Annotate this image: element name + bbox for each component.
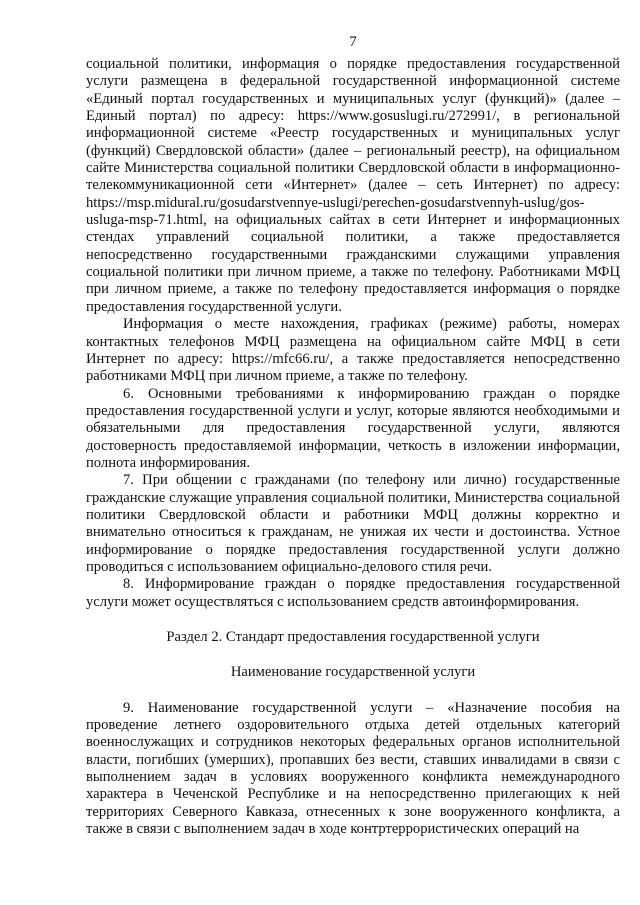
section-heading: Раздел 2. Стандарт предоставления государственной услуги — [166, 629, 540, 645]
paragraph-7: 7. При общении с гражданами (по телефону или лично) государственные гражданские служащие управления социальной политики, Министерства социальной политики Свердловской области и работники МФЦ должны корректно и внимательно относиться к гражданам, не унижая их чести и достоинства. Устное информирование о порядке предоставления государственной услуги должно проводиться с использованием официально-делового стиля речи. — [86, 472, 620, 575]
page-number: 7 — [349, 34, 357, 50]
document-page — [86, 34, 620, 838]
paragraph-9: 9. Наименование государственной услуги – «Назначение пособия на проведение летнего оздоровительного отдыха детей отдельных категорий военнослужащих и сотрудников некоторых федеральных органов исполнительной власти, погибших (умерших), пропавших без вести, ставших инвалидами в связи с выполнением задач в условиях вооруженного конфликта немеждународного характера в Чеченской Республике и на непосредственно прилегающих к ней территориях Северного Кавказа, отнесенных к зоне вооруженного конфликта, а также в связи с выполнением задач в ходе контртеррористических операций на — [86, 699, 620, 838]
paragraph-6: 6. Основными требованиями к информированию граждан о порядке предоставления государственной услуги и услуг, которые являются необходимыми и обязательными для предоставления государственной услуги, являются достоверность предоставляемой информации, четкость в изложении информации, полнота информирования. — [86, 385, 620, 471]
paragraph-8: 8. Информирование граждан о порядке предоставления государственной услуги может осуществляться с использованием средств автоинформирования. — [86, 576, 620, 610]
paragraph-info-continued: социальной политики, информация о порядке предоставления государственной услуги размещена в федеральной государственной информационной системе «Единый портал государственных и муниципальных услуг (функций)» (далее – Единый портал) по адресу: https://www.gosuslugi.ru/272991/, в региональной информационной системе «Реестр государственных и муниципальных услуг (функций) Свердловской области» (далее – региональный реестр), на официальном сайте Министерства социальной политики Свердловской области в информационно-телекоммуникационной сети «Интернет» (далее – сеть Интернет) по адресу: https://msp.midural.ru/gosudarstvennye-uslugi/perechen-gosudarstvennyh-uslug/gos-usluga-msp-71.html, на официальных сайтах в сети Интернет и информационных стендах управлений социальной политики, а также предоставляется непосредственно государственными гражданскими служащими управления социальной политики при личном приеме, а также по телефону. Работниками МФЦ при личном приеме, а также по телефону предоставляется информация о порядке предоставления государственной услуги. — [86, 56, 620, 315]
paragraph-mfc-info: Информация о месте нахождения, графиках (режиме) работы, номерах контактных телефонов МФЦ размещена на официальном сайте МФЦ в сети Интернет по адресу: https://mfc66.ru/, а также предоставляется непосредственно работниками МФЦ при личном приеме, а также по телефону. — [86, 316, 620, 385]
sub-heading: Наименование государственной услуги — [230, 664, 476, 681]
